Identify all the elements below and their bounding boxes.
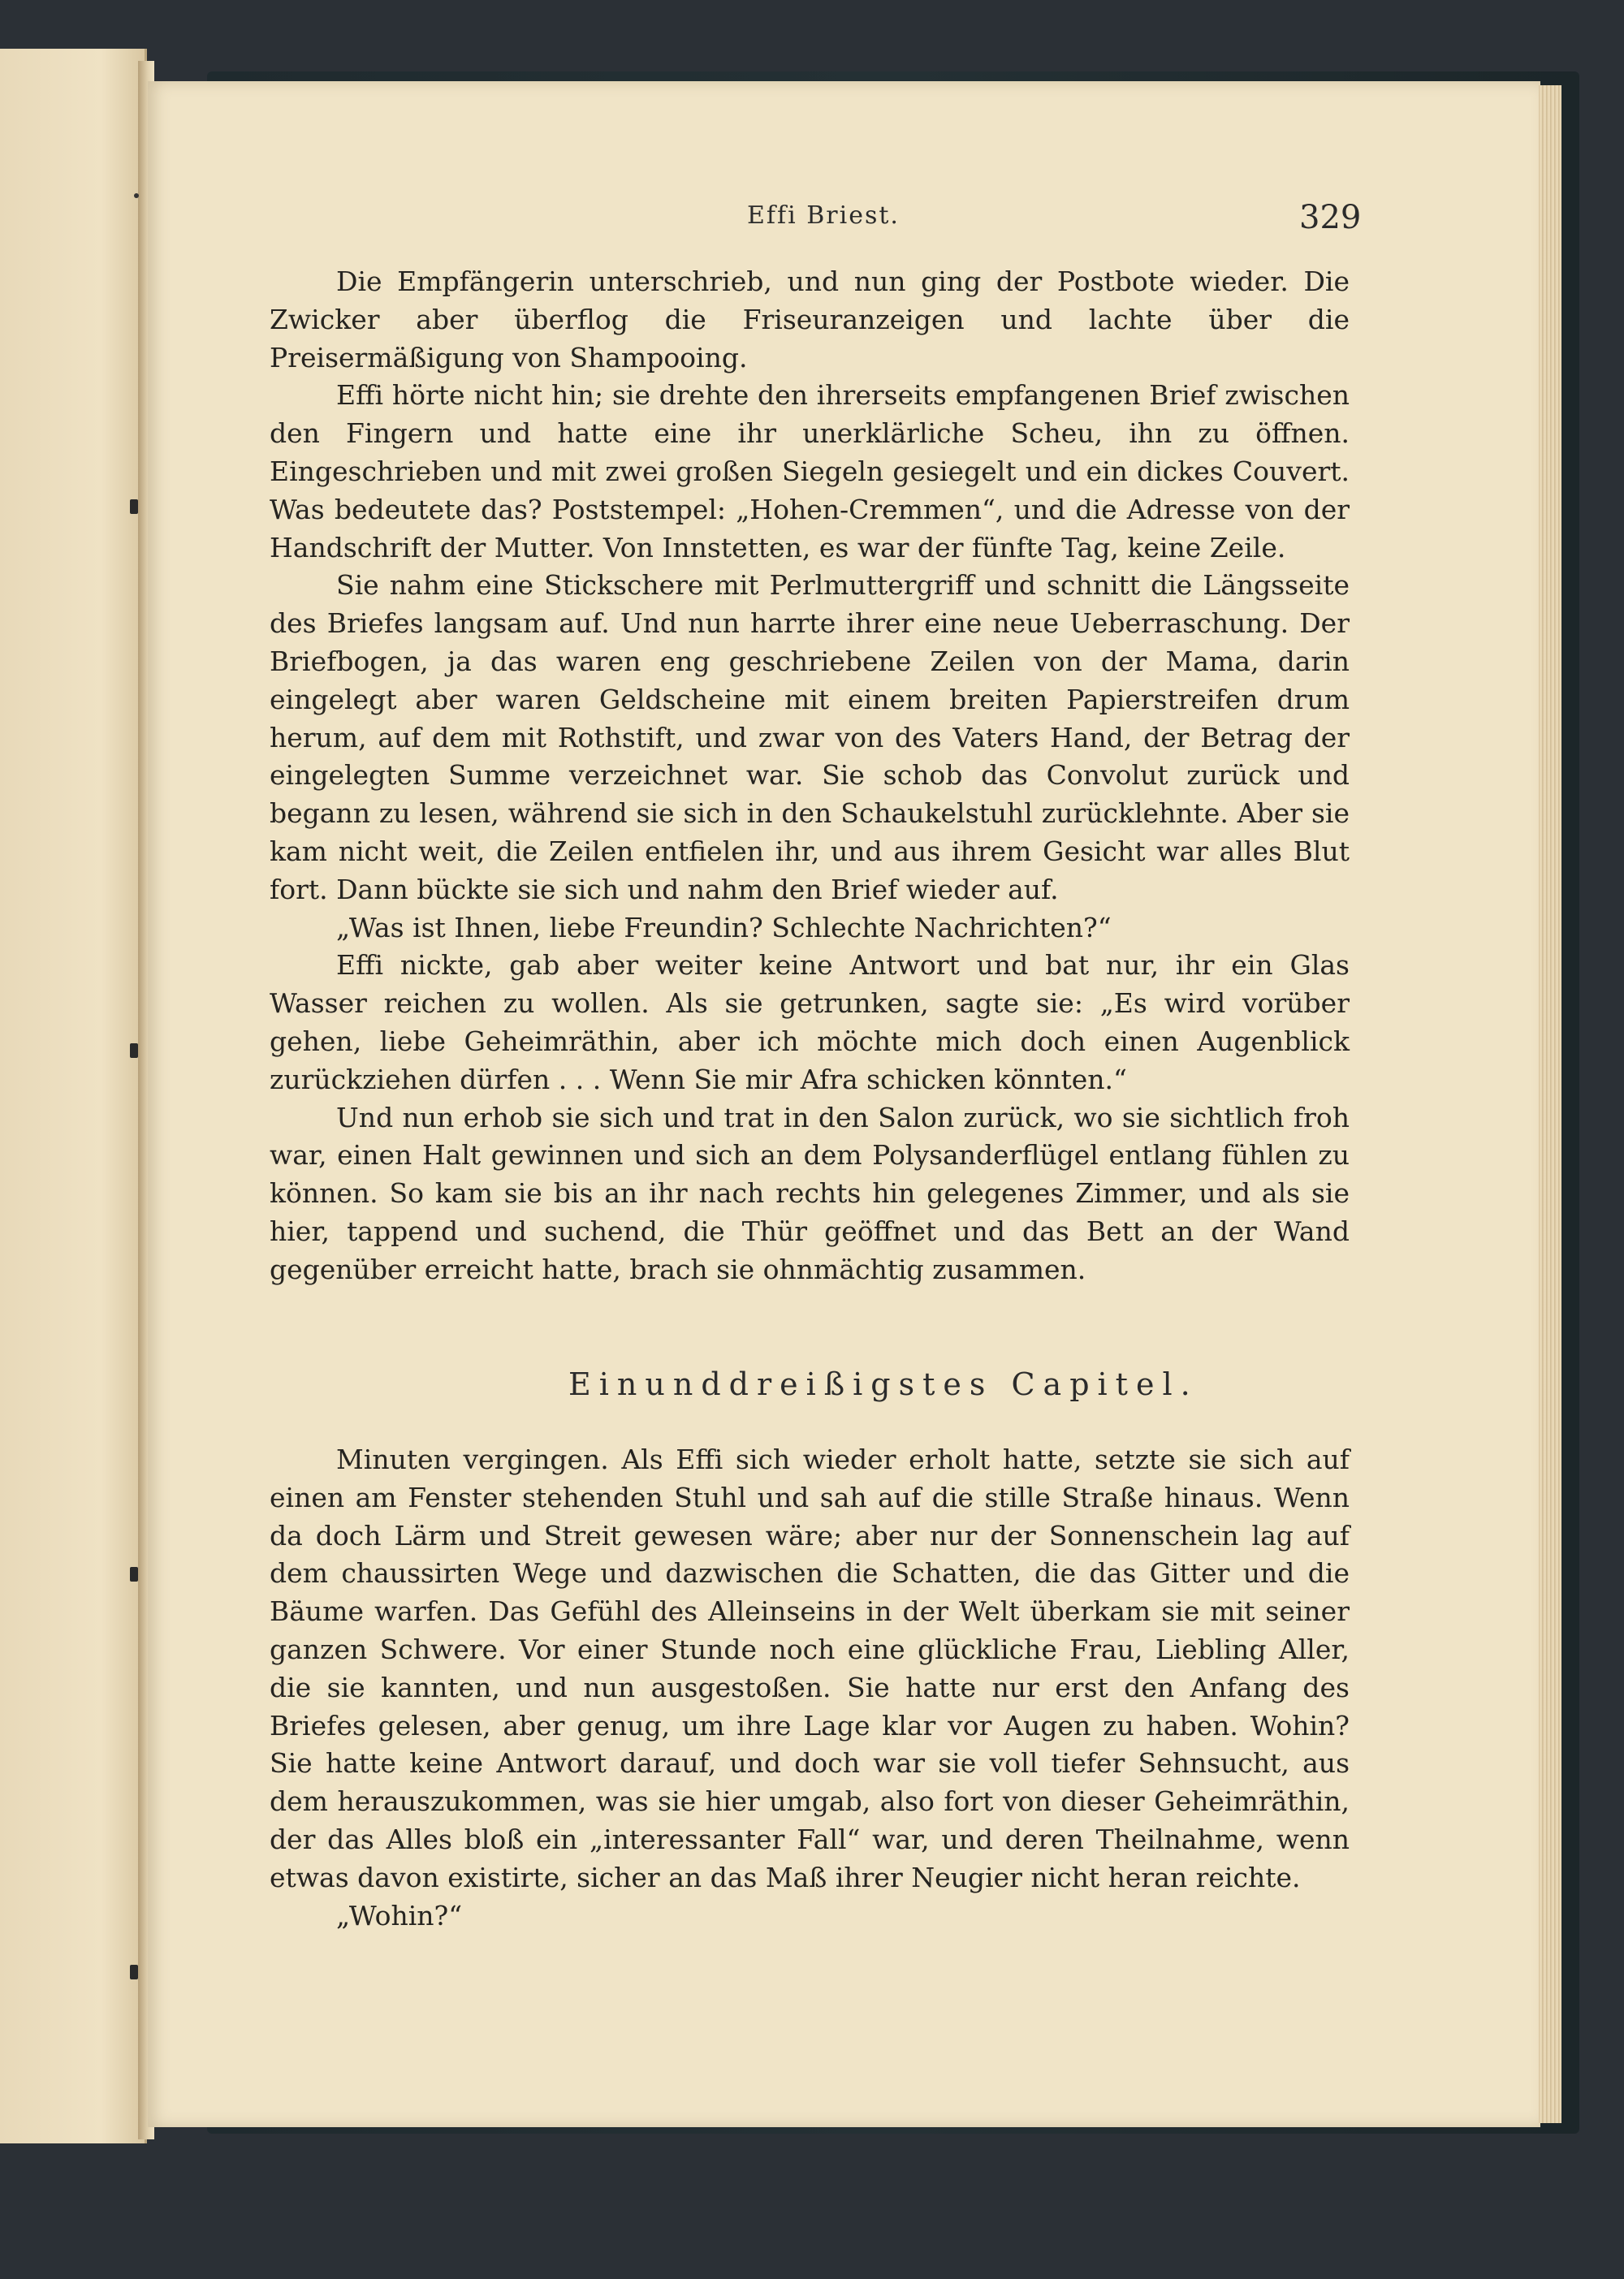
chapter-heading: Einunddreißigstes Capitel. xyxy=(568,1366,1199,1402)
paragraph: Und nun erhob sie sich und trat in den Salon zurück, wo sie sichtlich froh war, einen Halt gewinnen und sich an dem Polysanderflügel entlang fühlen zu können. So kam sie bis an ihr nach rechts hin gelegenes Zimmer, und als sie hier, tappend und suchend, die Thür geöffnet und das Bett an der Wand gegenüber erreicht hatte, brach sie ohnmächtig zusammen. xyxy=(270,1101,1350,1285)
running-title: Effi Briest. xyxy=(747,201,900,230)
paragraph: Effi hörte nicht hin; sie drehte den ihrerseits empfangenen Brief zwischen den Fingern und hatte eine ihr unerklärliche Scheu, ihn zu öffnen. Eingeschrieben und mit zwei großen Siegeln gesiegelt und ein dickes Couvert. Was bedeutete das? Poststempel: „Hohen-Cremmen“, und die Adresse von der Handschrift der Mutter. Von Innstetten, es war der fünfte Tag, keine Zeile. xyxy=(270,379,1350,563)
paragraph: „Wohin?“ xyxy=(336,1899,463,1932)
paragraph: Minuten vergingen. Als Effi sich wieder erholt hatte, setzte sie sich auf einen am Fenster stehenden Stuhl und sah auf die stille Straße hinaus. Wenn da doch Lärm und Streit gewesen wäre; aber nur der Sonnenschein lag auf dem chaussirten Wege und dazwischen die Schatten, die das Gitter und die Bäume warfen. Das Gefühl des Alleinseins in der Welt überkam sie mit seiner ganzen Schwere. Vor einer Stunde noch eine glückliche Frau, Liebling Aller, die sie kannten, und nun ausgestoßen. Sie hatte nur erst den Anfang des Briefes gelesen, aber genug, um ihre Lage klar vor Augen zu haben. Wohin? Sie hatte keine Antwort darauf, und doch war sie voll tiefer Sehnsucht, aus dem herauszukommen, was sie hier umgab, also fort von dieser Geheimräthin, der das Alles bloß ein „interessanter Fall“ war, und deren Theilnahme, wenn etwas davon existirte, sicher an das Maß ihrer Neugier nicht heran reichte. xyxy=(270,1444,1350,1893)
paragraph: Die Empfängerin unterschrieb, und nun ging der Postbote wieder. Die Zwicker aber überflog die Friseuranzeigen und lachte über die Preisermäßigung von Shampooing. xyxy=(270,265,1350,373)
page-number: 329 xyxy=(1299,199,1362,236)
binding-thread xyxy=(130,1567,138,1582)
text-section-2 xyxy=(270,1441,1350,1935)
paragraph: Sie nahm eine Stickschere mit Perlmuttergriff und schnitt die Längsseite des Briefes langsam auf. Und nun harrte ihrer eine neue Ueberraschung. Der Briefbogen, ja das waren eng geschriebene Zeilen von der Mama, darin eingelegt aber waren Geldscheine mit einem breiten Papierstreifen drum herum, auf dem mit Rothstift, und zwar von des Vaters Hand, der Betrag der eingelegten Summe verzeichnet war. Sie schob das Convolut zurück und begann zu lesen, während sie sich in den Schaukelstuhl zurücklehnte. Aber sie kam nicht weit, die Zeilen entfielen ihr, und aus ihrem Gesicht war alles Blut fort. Dann bückte sie sich und nahm den Brief wieder auf. xyxy=(270,569,1350,905)
paragraph: „Was ist Ihnen, liebe Freundin? Schlechte Nachrichten?“ xyxy=(336,911,1112,943)
binding-thread xyxy=(130,1043,138,1058)
paragraph: Effi nickte, gab aber weiter keine Antwort und bat nur, ihr ein Glas Wasser reichen zu wollen. Als sie getrunken, sagte sie: „Es wird vorüber gehen, liebe Geheimräthin, aber ich möchte mich doch einen Augenblick zurückziehen dürfen . . . Wenn Sie mir Afra schicken könnten.“ xyxy=(270,949,1350,1095)
binding-mark xyxy=(134,193,139,198)
binding-thread xyxy=(130,499,138,514)
binding-thread xyxy=(130,1965,138,1979)
page-edges xyxy=(1539,85,1561,2123)
text-section-1 xyxy=(270,263,1350,1289)
left-page-edge xyxy=(0,49,147,2143)
